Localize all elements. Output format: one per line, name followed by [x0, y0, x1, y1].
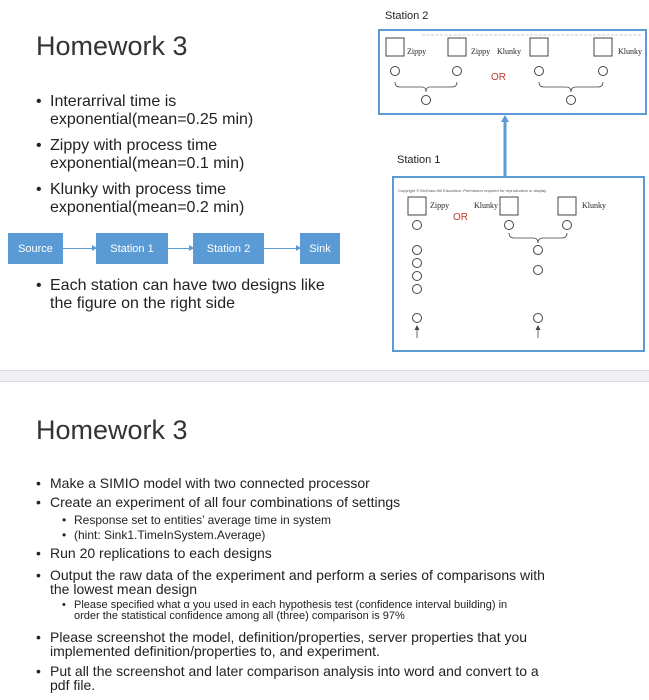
bullet-dot: • [62, 528, 67, 542]
bullet-dot: • [36, 663, 41, 679]
station-1-figure [392, 176, 645, 352]
zippy-server-icon [408, 197, 426, 215]
subitem-hint: • (hint: Sink1.TimeInSystem.Average) [62, 528, 266, 542]
queue-circle-icon [563, 221, 572, 230]
flow-station-1: Station 1 [96, 233, 168, 264]
queue-circle-icon [413, 272, 422, 281]
or-label: OR [491, 72, 506, 83]
zippy-server-icon [448, 38, 466, 56]
item-output-data: • Output the raw data of the experiment and perform a series of comparisons with the lowest mean design [36, 567, 545, 597]
queue-circle-icon [534, 246, 543, 255]
slide-2 [0, 382, 649, 700]
bullet-dot: • [36, 475, 41, 491]
klunky-server-icon [530, 38, 548, 56]
item-word-pdf: • Put all the screenshot and later comparison analysis into word and convert to a pdf file. [36, 663, 539, 693]
queue-circle-icon [413, 221, 422, 230]
copyright-text: Copyright © McGraw-Hill Education. Permission required for reproduction or display. [398, 188, 547, 193]
merge-brace [395, 82, 457, 92]
bullet-dot: • [36, 93, 42, 110]
station-1-label: Station 1 [397, 154, 441, 166]
subitem-response: • Response set to entities’ average time in system [62, 513, 332, 527]
queue-circle-icon [413, 285, 422, 294]
queue-circle-icon [391, 67, 400, 76]
queue-circle-icon [453, 67, 462, 76]
klunky-label: Klunky [497, 47, 521, 56]
bullet-dot: • [36, 567, 41, 583]
queue-circle-icon [413, 259, 422, 268]
klunky-server-icon [500, 197, 518, 215]
bullet-dot: • [36, 545, 41, 561]
zippy-label: Zippy [407, 47, 427, 56]
bullet-dot: • [62, 513, 67, 527]
station-2-figure [378, 29, 647, 115]
bullet-dot: • [62, 599, 66, 611]
queue-circle-icon [567, 96, 576, 105]
queue-circle-icon [422, 96, 431, 105]
slide-separator [0, 370, 649, 382]
station-connector [498, 114, 512, 178]
flow-arrow [264, 248, 300, 249]
item-experiment: • Create an experiment of all four combinations of settings [36, 494, 401, 510]
queue-circle-icon [535, 67, 544, 76]
bullet-zippy: • Zippy with process time exponential(mean=0.1 min) [36, 137, 245, 172]
queue-circle-icon [599, 67, 608, 76]
slide-title: Homework 3 [36, 31, 188, 61]
bullet-dot: • [36, 137, 42, 154]
queue-circle-icon [534, 266, 543, 275]
arrival-arrow-icon [536, 325, 541, 330]
klunky-server-icon [558, 197, 576, 215]
zippy-server-icon [386, 38, 404, 56]
bullet-interarrival: • Interarrival time is exponential(mean=0.25 min) [36, 93, 254, 128]
item-screenshots: • Please screenshot the model, definition/properties, server properties that you implemented definition/properties to, and experiment. [36, 629, 528, 659]
bullet-klunky: • Klunky with process time exponential(mean=0.2 min) [36, 181, 245, 216]
item-simio-model: • Make a SIMIO model with two connected processor [36, 475, 370, 491]
klunky-label: Klunky [618, 47, 642, 56]
flow-station-2: Station 2 [193, 233, 264, 264]
flow-arrow [168, 248, 193, 249]
merge-brace [539, 82, 603, 92]
slide-title: Homework 3 [36, 415, 188, 445]
bullet-dot: • [36, 181, 42, 198]
flow-arrow [63, 248, 96, 249]
zippy-label: Zippy [471, 47, 491, 56]
item-replications: • Run 20 replications to each designs [36, 545, 272, 561]
queue-circle-icon [505, 221, 514, 230]
zippy-label: Zippy [430, 201, 450, 210]
flow-source: Source [8, 233, 63, 264]
subitem-alpha: • Please specified what α you used in each hypothesis test (confidence interval building) in order the statistical confidence among all (three) comparison is 97% [62, 599, 508, 622]
bullet-dot: • [36, 277, 42, 294]
queue-circle-icon [534, 314, 543, 323]
klunky-label: Klunky [582, 201, 606, 210]
station-2-label: Station 2 [385, 10, 429, 22]
bullet-dot: • [36, 629, 41, 645]
arrival-arrow-icon [415, 325, 420, 330]
flow-sink: Sink [300, 233, 340, 264]
klunky-label: Klunky [474, 201, 498, 210]
bullet-note: • Each station can have two designs like the figure on the right side [36, 277, 325, 312]
merge-brace [509, 233, 567, 243]
or-label: OR [453, 212, 468, 223]
queue-circle-icon [413, 314, 422, 323]
klunky-server-icon [594, 38, 612, 56]
bullet-dot: • [36, 494, 41, 510]
queue-circle-icon [413, 246, 422, 255]
